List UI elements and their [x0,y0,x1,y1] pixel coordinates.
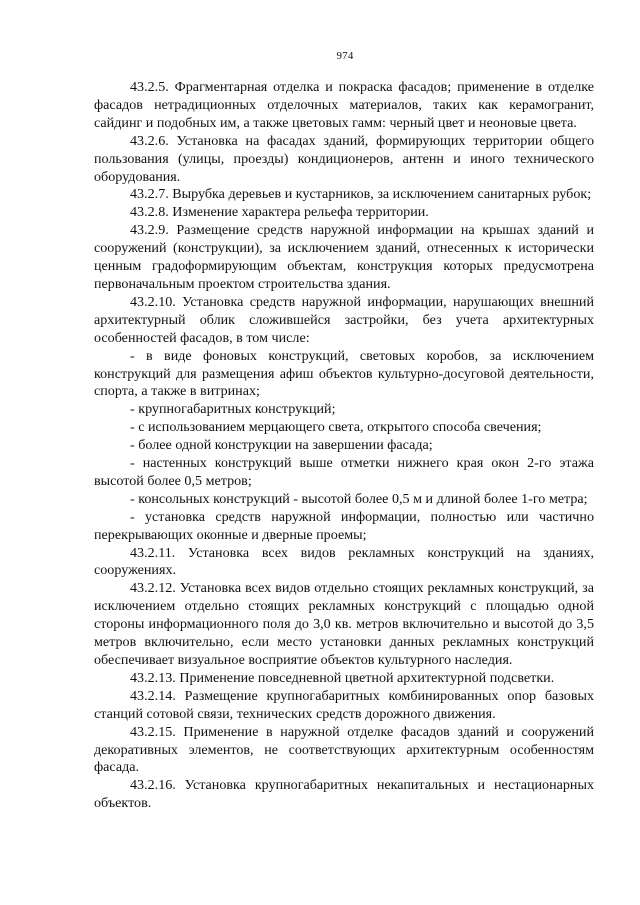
document-body [94,79,594,813]
list-item: - установка средств наружной информации, полностью или частично перекрывающих оконные и дверные проемы; [94,508,594,543]
paragraph-43-2-7: 43.2.7. Вырубка деревьев и кустарников, за исключением санитарных рубок; [130,186,592,203]
list-item: - в виде фоновых конструкций, световых коробов, за исключением конструкций для размещения афиш объектов культурно-досуговой деятельности, спорта, а также в витринах; [94,347,594,400]
list-item: - консольных конструкций - высотой более 0,5 м и длиной более 1-го метра; [130,490,588,507]
paragraph-43-2-14: 43.2.14. Размещение крупногабаритных комбинированных опор базовых станций сотовой связи, технических средств дорожного движения. [94,687,594,722]
paragraph-43-2-16: 43.2.16. Установка крупногабаритных некапитальных и нестационарных объектов. [94,777,594,812]
page-number: 974 [336,50,354,62]
paragraph-43-2-12: 43.2.12. Установка всех видов отдельно стоящих рекламных конструкций, за исключением отдельно стоящих рекламных конструкций с площадью одной стороны информационного поля до 3,0 кв. метров включительно и высотой до 3,5 метров включительно, если место установки данных рекламных конструкций обеспечивает визуальное восприятие объектов культурного наследия. [94,580,594,668]
paragraph-43-2-10: 43.2.10. Установка средств наружной информации, нарушающих внешний архитектурный облик сложившейся застройки, без учета архитектурных особенностей фасадов, в том числе: [94,293,594,346]
list-item: - более одной конструкции на завершении фасада; [130,437,433,454]
list-item: - настенных конструкций выше отметки нижнего края окон 2-го этажа высотой более 0,5 метров; [94,455,594,489]
paragraph-43-2-9: 43.2.9. Размещение средств наружной информации на крышах зданий и сооружений (конструкции), за исключением зданий, отнесенных к исторически ценным градоформирующим объектам, конструкция которых предусмотрена первоначальным проектом строительства здания. [94,222,594,292]
list-item: - с использованием мерцающего света, открытого способа свечения; [130,419,542,436]
paragraph-43-2-8: 43.2.8. Изменение характера рельефа территории. [130,204,429,221]
paragraph-43-2-6: 43.2.6. Установка на фасадах зданий, формирующих территории общего пользования (улицы, проезды) кондиционеров, антенн и иного технического оборудования. [94,132,594,185]
list-item: - крупногабаритных конструкций; [130,401,336,418]
paragraph-43-2-11: 43.2.11. Установка всех видов рекламных конструкций на зданиях, сооружениях. [94,544,594,579]
paragraph-43-2-13: 43.2.13. Применение повседневной цветной архитектурной подсветки. [130,669,555,686]
paragraph-43-2-5: 43.2.5. Фрагментарная отделка и покраска фасадов; применение в отделке фасадов нетрадиционных отделочных материалов, таких как керамогранит, сайдинг и подобных им, а также цветовых гамм: черный цвет и неоновые цвета. [94,79,594,131]
paragraph-43-2-15: 43.2.15. Применение в наружной отделке фасадов зданий и сооружений декоративных элементов, не соответствующих архитектурным особенностям фасада. [94,723,594,776]
